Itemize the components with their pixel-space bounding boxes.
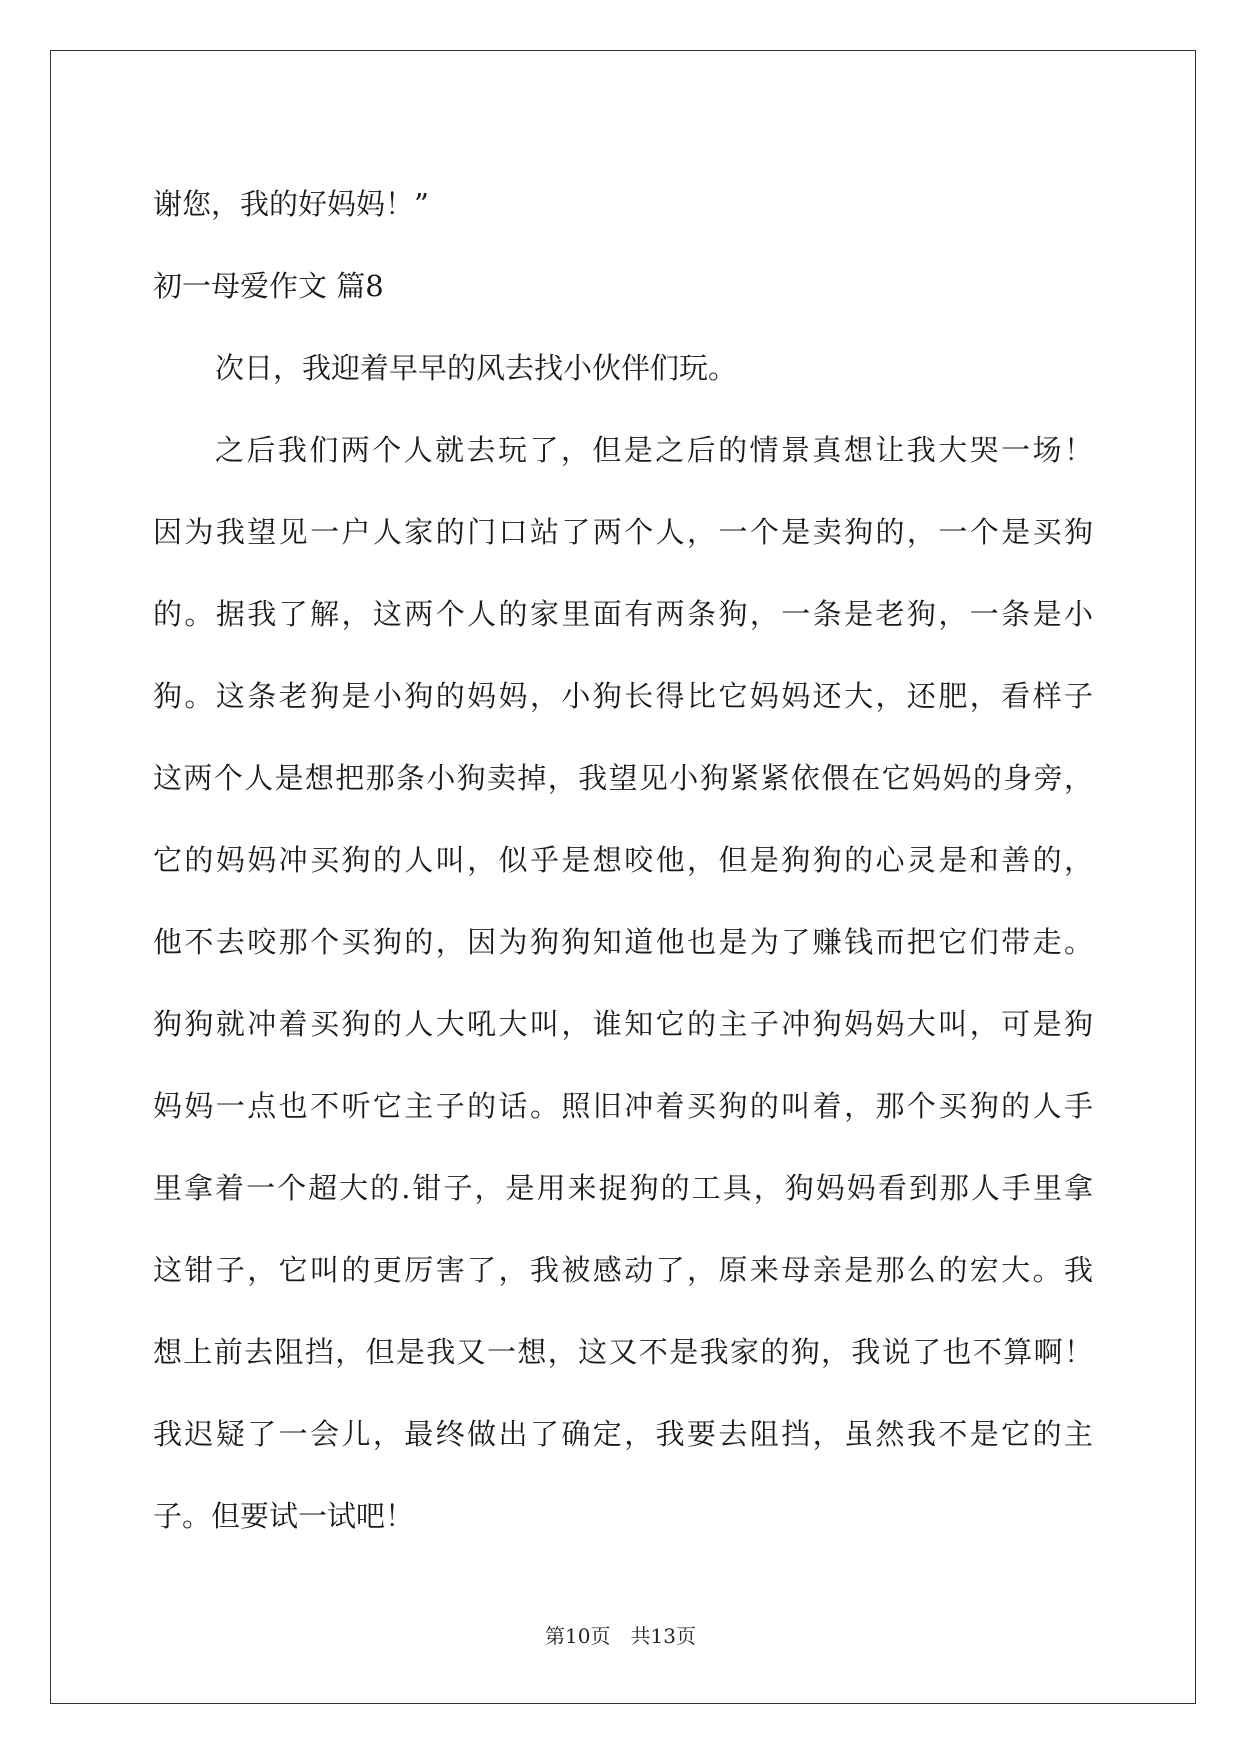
paragraph-line: 子。但要试一试吧！: [153, 1499, 415, 1533]
document-body: [153, 163, 1093, 1557]
section-heading: 初一母爱作文 篇8: [153, 269, 384, 303]
paragraph-line: 之后我们两个人就去玩了，但是之后的情景真想让我大哭一场！: [215, 433, 1093, 467]
paragraph-line: 狗。这条老狗是小狗的妈妈，小狗长得比它妈妈还大，还肥，看样子: [153, 679, 1093, 713]
paragraph-line: 里拿着一个超大的.钳子，是用来捉狗的工具，狗妈妈看到那人手里拿: [153, 1171, 1093, 1205]
paragraph-line: 它的妈妈冲买狗的人叫，似乎是想咬他，但是狗狗的心灵是和善的，: [153, 843, 1093, 877]
paragraph-line: 想上前去阻挡，但是我又一想，这又不是我家的狗，我说了也不算啊！: [153, 1335, 1093, 1369]
opening-line: 谢您，我的好妈妈！”: [153, 187, 429, 221]
paragraph-line: 的。据我了解，这两个人的家里面有两条狗，一条是老狗，一条是小: [153, 597, 1093, 631]
paragraph-line: 妈妈一点也不听它主子的话。照旧冲着买狗的叫着，那个买狗的人手: [153, 1089, 1093, 1123]
paragraph-line: 狗狗就冲着买狗的人大吼大叫，谁知它的主子冲狗妈妈大叫，可是狗: [153, 1007, 1093, 1041]
paragraph-line: 因为我望见一户人家的门口站了两个人，一个是卖狗的，一个是买狗: [153, 515, 1093, 549]
paragraph-line: 他不去咬那个买狗的，因为狗狗知道他也是为了赚钱而把它们带走。: [153, 925, 1093, 959]
page-number-footer: 第10页 共13页: [545, 1624, 696, 1648]
paragraph-1: 次日，我迎着早早的风去找小伙伴们玩。: [215, 351, 738, 385]
paragraph-line: 我迟疑了一会儿，最终做出了确定，我要去阻挡，虽然我不是它的主: [153, 1417, 1093, 1451]
paragraph-line: 这两个人是想把那条小狗卖掉，我望见小狗紧紧依偎在它妈妈的身旁，: [153, 761, 1093, 795]
paragraph-line: 这钳子，它叫的更厉害了，我被感动了，原来母亲是那么的宏大。我: [153, 1253, 1093, 1287]
paragraph-2: [153, 409, 1093, 1557]
